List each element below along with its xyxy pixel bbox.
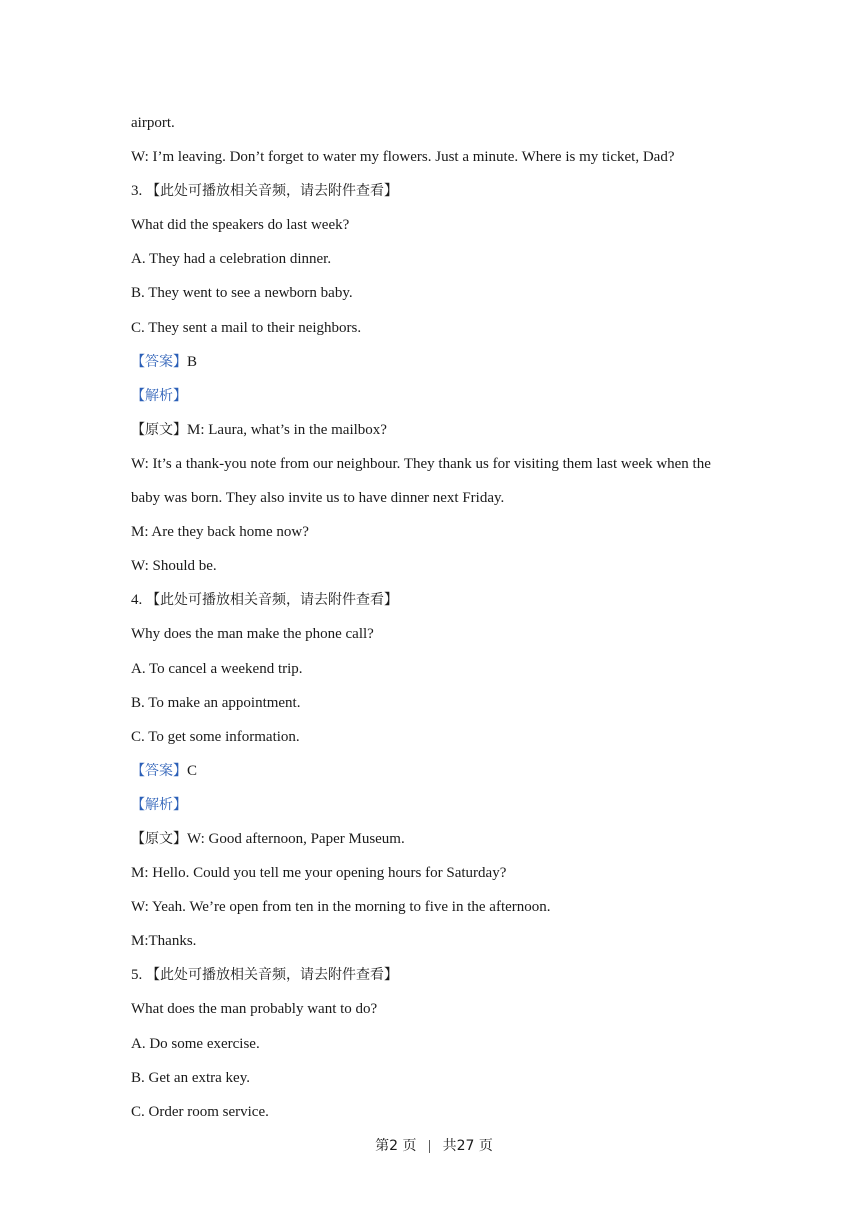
transcript-text: W: Yeah. We’re open from ten in the morning to five in the afternoon. <box>131 899 551 916</box>
option-b: B. They went to see a newborn baby. <box>131 285 353 302</box>
question-number: 3. <box>131 183 143 200</box>
question-5-header <box>131 958 751 992</box>
option-b: B. Get an extra key. <box>131 1069 250 1086</box>
question-number: 5. <box>131 967 143 984</box>
question-text: What does the man probably want to do? <box>131 1001 378 1018</box>
question-3-header <box>131 174 751 208</box>
page-footer <box>0 1135 868 1157</box>
answer-tag: 【答案】 <box>131 353 187 370</box>
option-b: B. To make an appointment. <box>131 694 301 711</box>
transcript-text: M:Thanks. <box>131 933 197 950</box>
page-total: 共27 页 <box>442 1138 493 1154</box>
audio-placeholder: 【此处可播放相关音频，请去附件查看】 <box>146 592 398 609</box>
transcript-text: W: It’s a thank-you note from our neighbour. They thank us for visiting them last week when the <box>131 455 711 472</box>
transcript-tag: 【原文】 <box>131 830 187 847</box>
transcript-tag: 【原文】 <box>131 421 187 438</box>
option-a: A. Do some exercise. <box>131 1035 260 1052</box>
transcript-text: baby was born. They also invite us to have dinner next Friday. <box>131 490 505 507</box>
transcript-text: W: Should be. <box>131 558 217 575</box>
text-line: W: I’m leaving. Don’t forget to water my flowers. Just a minute. Where is my ticket, Dad? <box>131 149 675 166</box>
answer-tag: 【答案】 <box>131 762 187 779</box>
answer-value: B <box>187 353 198 370</box>
transcript-text: M: Laura, what’s in the mailbox? <box>187 421 387 438</box>
question-text: Why does the man make the phone call? <box>131 626 374 643</box>
question-4-header <box>131 583 751 617</box>
analysis-tag: 【解析】 <box>131 796 187 813</box>
analysis-line <box>131 788 751 822</box>
question-number: 4. <box>131 592 143 609</box>
transcript-line <box>131 413 751 447</box>
answer-value: C <box>187 762 198 779</box>
transcript-text: W: Good afternoon, Paper Museum. <box>187 830 405 847</box>
option-c: C. Order room service. <box>131 1103 269 1120</box>
document-body <box>131 106 751 1129</box>
transcript-text: M: Hello. Could you tell me your opening hours for Saturday? <box>131 865 507 882</box>
option-a: A. They had a celebration dinner. <box>131 251 332 268</box>
audio-placeholder: 【此处可播放相关音频，请去附件查看】 <box>146 183 398 200</box>
option-a: A. To cancel a weekend trip. <box>131 660 303 677</box>
analysis-line <box>131 379 751 413</box>
transcript-text: M: Are they back home now? <box>131 524 309 541</box>
footer-separator: | <box>428 1138 431 1154</box>
question-text: What did the speakers do last week? <box>131 217 350 234</box>
option-c: C. To get some information. <box>131 728 300 745</box>
page-number: 第2 页 <box>375 1138 417 1154</box>
text-line: airport. <box>131 115 175 131</box>
answer-line <box>131 345 751 379</box>
audio-placeholder: 【此处可播放相关音频，请去附件查看】 <box>146 967 398 984</box>
analysis-tag: 【解析】 <box>131 387 187 404</box>
transcript-line <box>131 822 751 856</box>
option-c: C. They sent a mail to their neighbors. <box>131 319 362 336</box>
answer-line <box>131 754 751 788</box>
